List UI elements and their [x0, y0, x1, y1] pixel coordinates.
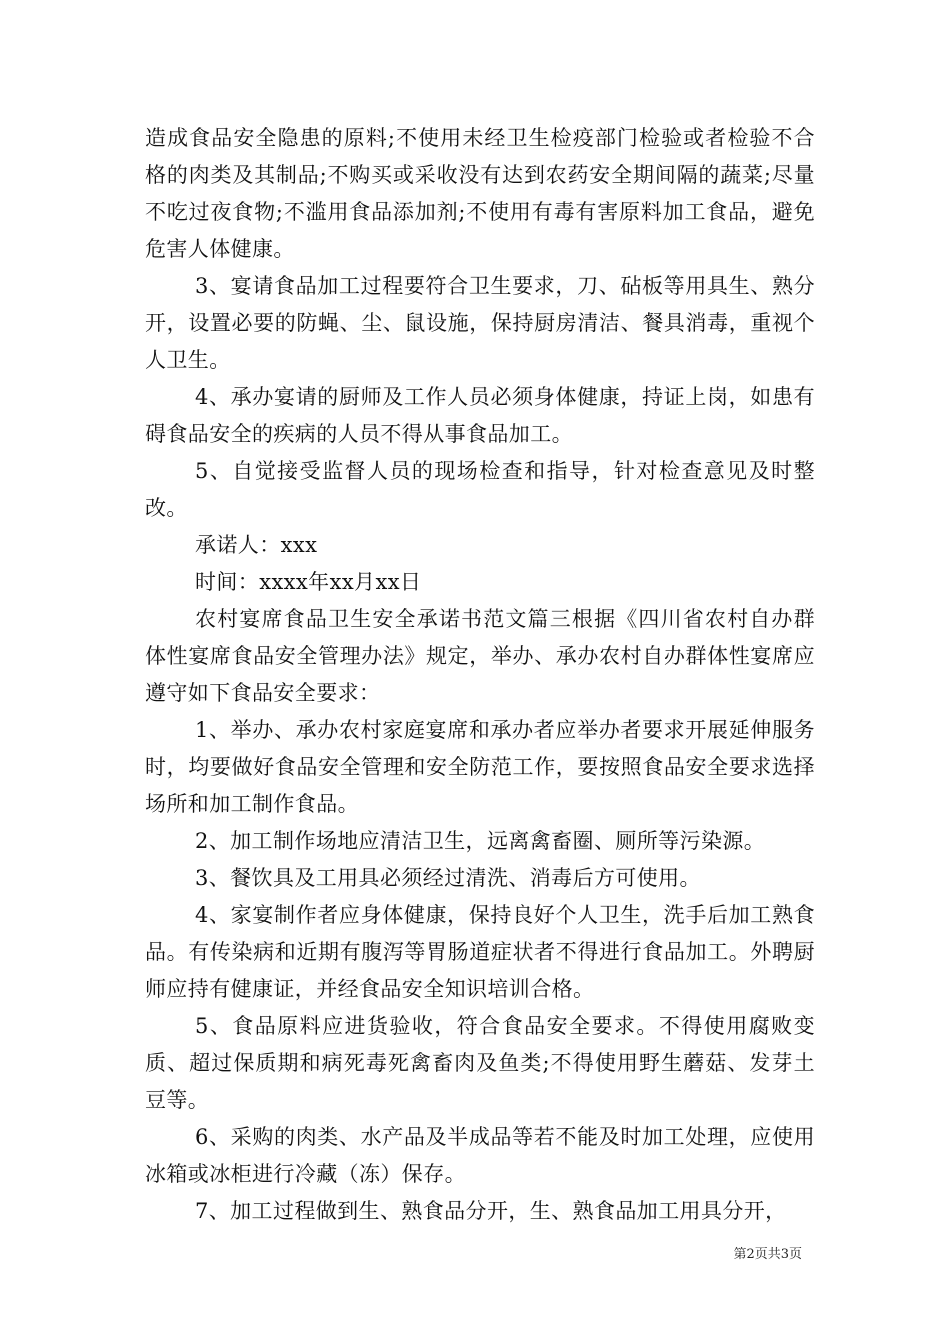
paragraph: 3、餐饮具及工用具必须经过清洗、消毒后方可使用。: [195, 866, 701, 890]
page-number: 第2页共3页: [733, 1247, 802, 1262]
paragraph: 5、食品原料应进货验收，符合食品安全要求。不得使用腐败变质、超过保质期和病死毒死禽畜肉及鱼类;不得使用野生蘑菇、发芽土豆等。: [145, 1014, 815, 1112]
paragraph: 7、加工过程做到生、熟食品分开，生、熟食品加工用具分开，: [195, 1199, 787, 1223]
paragraph: 4、家宴制作者应身体健康，保持良好个人卫生，洗手后加工熟食品。有传染病和近期有腹泻等胃肠道症状者不得进行食品加工。外聘厨师应持有健康证，并经食品安全知识培训合格。: [145, 903, 815, 1001]
paragraph: 造成食品安全隐患的原料;不使用未经卫生检疫部门检验或者检验不合格的肉类及其制品;不购买或采收没有达到农药安全期间隔的蔬菜;尽量不吃过夜食物;不滥用食品添加剂;不使用有毒有害原料加工食品，避免危害人体健康。: [145, 126, 815, 261]
paragraph: 1、举办、承办农村家庭宴席和承办者应举办者要求开展延伸服务时，均要做好食品安全管理和安全防范工作，要按照食品安全要求选择场所和加工制作食品。: [145, 718, 815, 816]
paragraph: 2、加工制作场地应清洁卫生，远离禽畜圈、厕所等污染源。: [195, 829, 766, 853]
signatory-line: 承诺人：xxx: [195, 533, 318, 557]
document-body: [145, 120, 815, 1230]
date-line: 时间：xxxx年xx月xx日: [195, 570, 422, 594]
paragraph: 4、承办宴请的厨师及工作人员必须身体健康，持证上岗，如患有碍食品安全的疾病的人员不得从事食品加工。: [145, 385, 815, 446]
paragraph: 6、采购的肉类、水产品及半成品等若不能及时加工处理，应使用冰箱或冰柜进行冷藏（冻）保存。: [145, 1125, 815, 1186]
paragraph: 农村宴席食品卫生安全承诺书范文篇三根据《四川省农村自办群体性宴席食品安全管理办法》规定，举办、承办农村自办群体性宴席应遵守如下食品安全要求：: [145, 607, 815, 705]
paragraph: 3、宴请食品加工过程要符合卫生要求，刀、砧板等用具生、熟分开，设置必要的防蝇、尘、鼠设施，保持厨房清洁、餐具消毒，重视个人卫生。: [145, 274, 815, 372]
paragraph: 5、自觉接受监督人员的现场检查和指导，针对检查意见及时整改。: [145, 459, 815, 520]
